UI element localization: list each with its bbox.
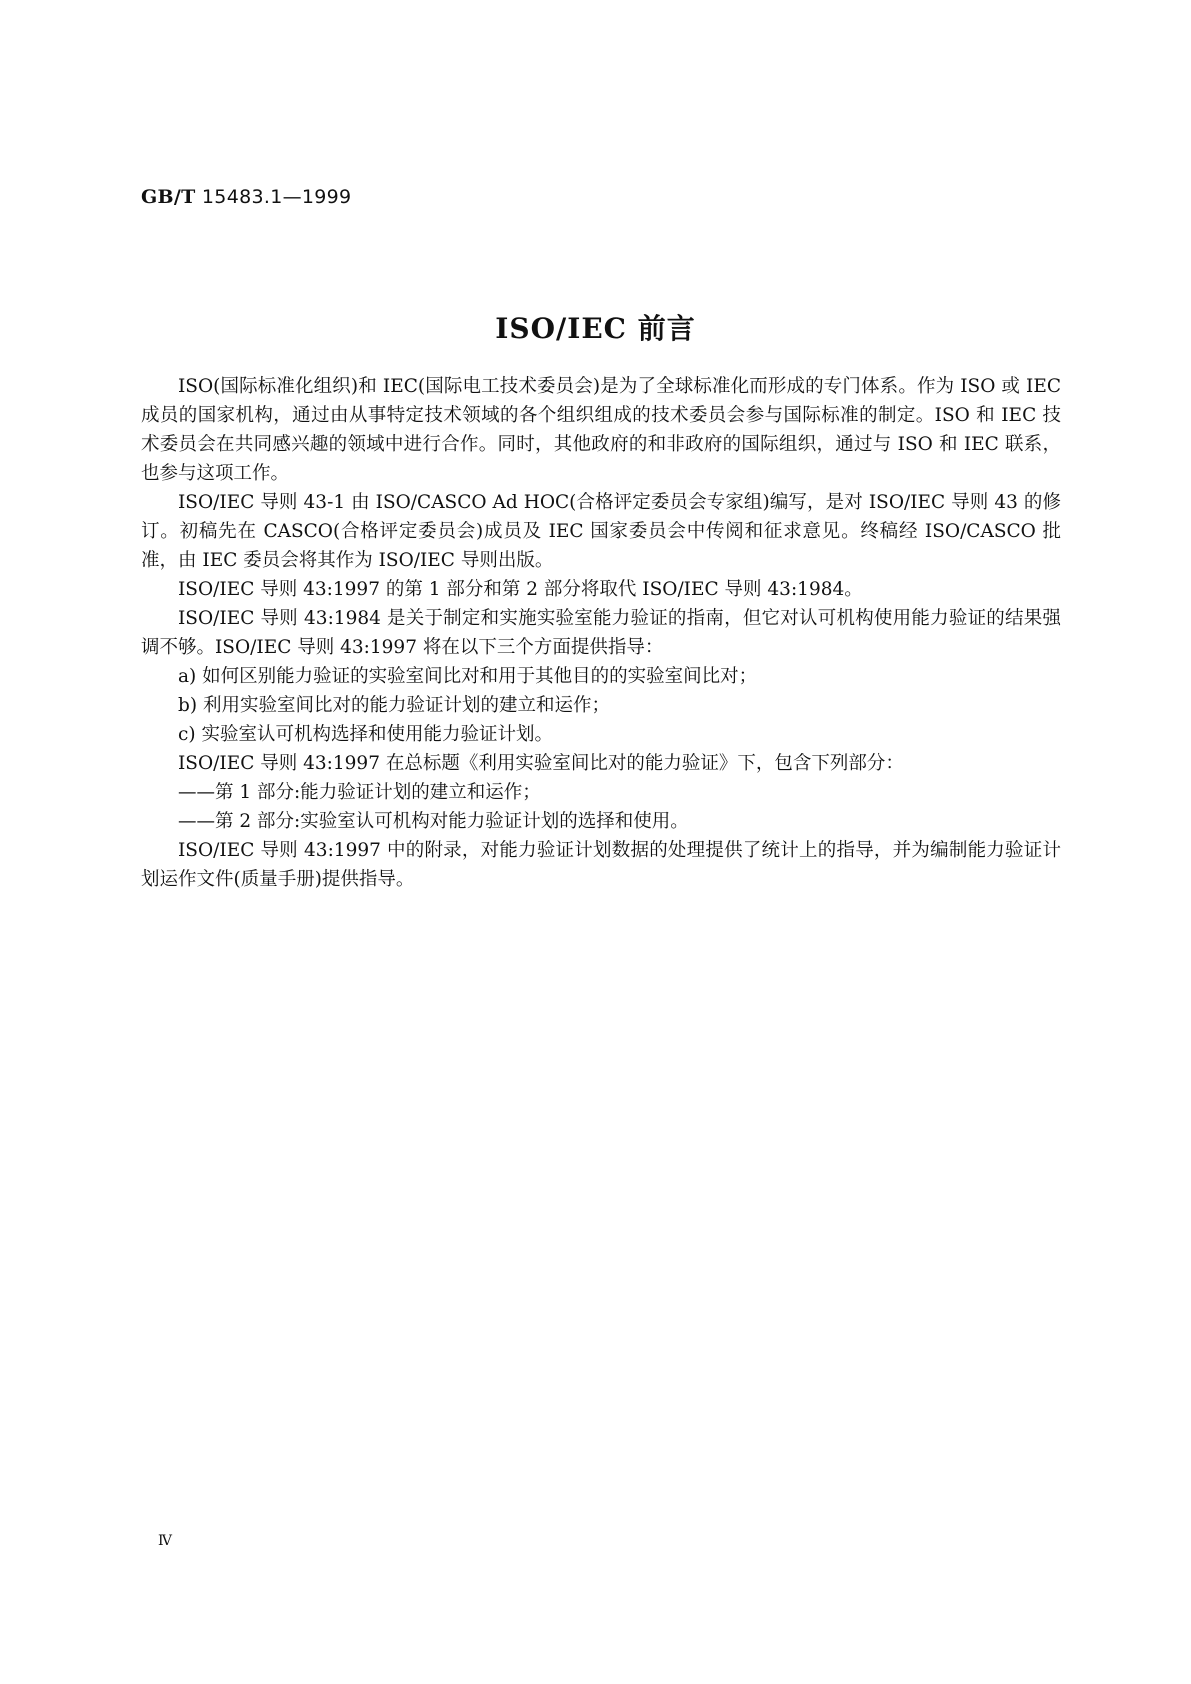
list-item: ——第 2 部分:实验室认可机构对能力验证计划的选择和使用。 (178, 811, 689, 832)
paragraph: ISO/IEC 导则 43-1 由 ISO/CASCO Ad HOC(合格评定委员会专家组)编写，是对 ISO/IEC 导则 43 的修订。初稿先在 CASCO(合格评定委员会)成员及 IEC 国家委员会中传阅和征求意见。终稿经 ISO/CASCO 批准，由 IEC 委员会将其作为 ISO/IEC 导则出版。 (141, 492, 1061, 571)
paragraph: ISO/IEC 导则 43:1997 在总标题《利用实验室间比对的能力验证》下，包含下列部分： (178, 753, 904, 774)
standard-code: 15483.1—1999 (201, 186, 352, 208)
page-number: Ⅳ (158, 1533, 172, 1549)
paragraph: ISO/IEC 导则 43:1984 是关于制定和实施实验室能力验证的指南，但它对认可机构使用能力验证的结果强调不够。ISO/IEC 导则 43:1997 将在以下三个方面提供指导： (141, 608, 1061, 658)
list-item: ——第 1 部分:能力验证计划的建立和运作； (178, 782, 541, 803)
page-title: ISO/IEC 前言 (495, 312, 696, 345)
standard-number-header (141, 186, 351, 208)
paragraph: ISO/IEC 导则 43:1997 的第 1 部分和第 2 部分将取代 ISO/IEC 导则 43:1984。 (178, 579, 863, 600)
foreword-body (141, 372, 1061, 894)
paragraph: ISO/IEC 导则 43:1997 中的附录，对能力验证计划数据的处理提供了统计上的指导，并为编制能力验证计划运作文件(质量手册)提供指导。 (141, 840, 1061, 890)
list-item: a) 如何区别能力验证的实验室间比对和用于其他目的的实验室间比对； (178, 666, 758, 687)
list-item: b) 利用实验室间比对的能力验证计划的建立和运作； (178, 695, 610, 716)
standard-prefix: GB/T (141, 186, 196, 208)
list-item: c) 实验室认可机构选择和使用能力验证计划。 (178, 724, 553, 745)
paragraph: ISO(国际标准化组织)和 IEC(国际电工技术委员会)是为了全球标准化而形成的专门体系。作为 ISO 或 IEC 成员的国家机构，通过由从事特定技术领域的各个组织组成的技术委员会参与国际标准的制定。ISO 和 IEC 技术委员会在共同感兴趣的领域中进行合作。同时，其他政府的和非政府的国际组织，通过与 ISO 和 IEC 联系，也参与这项工作。 (141, 376, 1061, 484)
